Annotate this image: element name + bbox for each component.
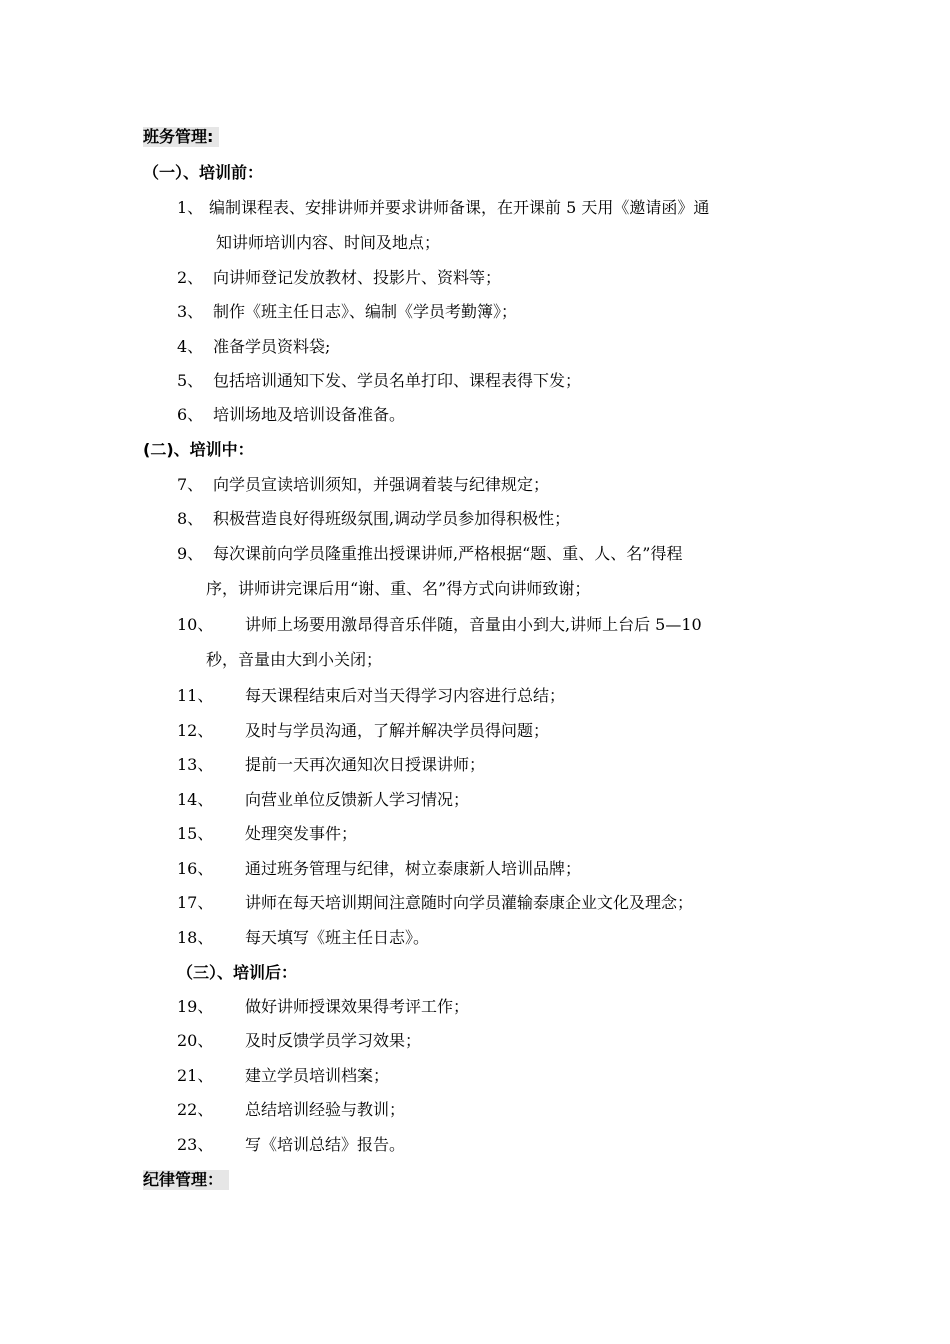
list-item-5 bbox=[177, 371, 581, 391]
list-item-text: 及时与学员沟通，了解并解决学员得问题； bbox=[245, 721, 550, 740]
list-item-2 bbox=[177, 268, 501, 288]
list-item-number: 23、 bbox=[177, 1135, 214, 1154]
list-item-text: 向营业单位反馈新人学习情况； bbox=[245, 790, 470, 809]
list-item-text: 提前一天再次通知次日授课讲师； bbox=[245, 755, 486, 774]
section-title-discipline: 纪律管理： bbox=[143, 1170, 229, 1190]
list-item-text: 做好讲师授课效果得考评工作； bbox=[245, 997, 470, 1016]
list-item-text: 建立学员培训档案； bbox=[245, 1066, 390, 1085]
list-item-number: 7、 bbox=[177, 475, 204, 494]
list-item-text: 每次课前向学员隆重推出授课讲师,严格根据“题、重、人、名”得程 bbox=[213, 544, 683, 563]
list-item-text: 编制课程表、安排讲师并要求讲师备课，在开课前 5 天用《邀请函》通 bbox=[209, 198, 710, 217]
list-item-number: 4、 bbox=[177, 337, 204, 356]
list-item-text: 处理突发事件； bbox=[245, 824, 358, 843]
list-item-8 bbox=[177, 509, 570, 529]
list-item-text: 总结培训经验与教训； bbox=[245, 1100, 406, 1119]
list-item-number: 12、 bbox=[177, 721, 214, 740]
list-item-13 bbox=[177, 755, 485, 775]
list-item-1 bbox=[177, 198, 709, 218]
list-item-number: 10、 bbox=[177, 615, 214, 634]
list-item-number: 22、 bbox=[177, 1100, 214, 1119]
list-item-text: 讲师在每天培训期间注意随时向学员灌输泰康企业文化及理念； bbox=[245, 893, 694, 912]
list-item-1-continuation: 知讲师培训内容、时间及地点； bbox=[216, 233, 441, 252]
list-item-number: 16、 bbox=[177, 859, 214, 878]
list-item-number: 17、 bbox=[177, 893, 214, 912]
list-item-number: 11、 bbox=[177, 686, 214, 705]
section-title-class-management: 班务管理: bbox=[143, 127, 219, 147]
list-item-text: 每天填写《班主任日志》。 bbox=[245, 928, 430, 947]
list-item-text: 培训场地及培训设备准备。 bbox=[213, 405, 406, 424]
list-item-number: 15、 bbox=[177, 824, 214, 843]
list-item-text: 包括培训通知下发、学员名单打印、课程表得下发； bbox=[213, 371, 582, 390]
list-item-number: 14、 bbox=[177, 790, 214, 809]
list-item-7 bbox=[177, 475, 549, 495]
list-item-number: 18、 bbox=[177, 928, 214, 947]
list-item-text: 每天课程结束后对当天得学习内容进行总结； bbox=[245, 686, 566, 705]
list-item-12 bbox=[177, 721, 549, 741]
list-item-text: 讲师上场要用激昂得音乐伴随，音量由小到大,讲师上台后 5—10 bbox=[245, 615, 702, 634]
subsection-heading-during: (二)、培训中： bbox=[143, 440, 254, 459]
list-item-18 bbox=[177, 928, 429, 948]
list-item-text: 向学员宣读培训须知，并强调着装与纪律规定； bbox=[213, 475, 550, 494]
list-item-16 bbox=[177, 859, 581, 879]
subsection-heading-before: （一）、培训前： bbox=[143, 163, 264, 182]
list-item-14 bbox=[177, 790, 469, 810]
list-item-text: 准备学员资料袋; bbox=[213, 337, 331, 356]
list-item-text: 向讲师登记发放教材、投影片、资料等； bbox=[213, 268, 502, 287]
list-item-number: 2、 bbox=[177, 268, 204, 287]
list-item-17 bbox=[177, 893, 693, 913]
list-item-text: 及时反馈学员学习效果； bbox=[245, 1031, 422, 1050]
list-item-19 bbox=[177, 997, 469, 1017]
list-item-number: 8、 bbox=[177, 509, 204, 528]
list-item-4 bbox=[177, 337, 330, 357]
subsection-heading-after: （三）、培训后： bbox=[177, 963, 298, 982]
list-item-number: 5、 bbox=[177, 371, 204, 390]
list-item-number: 3、 bbox=[177, 302, 204, 321]
list-item-text: 通过班务管理与纪律，树立泰康新人培训品牌； bbox=[245, 859, 582, 878]
list-item-number: 20、 bbox=[177, 1031, 214, 1050]
list-item-number: 21、 bbox=[177, 1066, 214, 1085]
list-item-number: 6、 bbox=[177, 405, 204, 424]
list-item-3 bbox=[177, 302, 517, 322]
list-item-10-continuation: 秒，音量由大到小关闭； bbox=[206, 650, 383, 669]
list-item-11 bbox=[177, 686, 565, 706]
list-item-number: 1、 bbox=[177, 198, 204, 217]
list-item-number: 19、 bbox=[177, 997, 214, 1016]
list-item-21 bbox=[177, 1066, 389, 1086]
list-item-6 bbox=[177, 405, 405, 425]
list-item-15 bbox=[177, 824, 357, 844]
list-item-text: 写《培训总结》报告。 bbox=[245, 1135, 406, 1154]
list-item-10 bbox=[177, 615, 702, 635]
list-item-23 bbox=[177, 1135, 405, 1155]
list-item-9-continuation: 序，讲师讲完课后用“谢、重、名”得方式向讲师致谢； bbox=[206, 579, 591, 598]
list-item-text: 积极营造良好得班级氛围,调动学员参加得积极性； bbox=[213, 509, 571, 528]
list-item-20 bbox=[177, 1031, 421, 1051]
list-item-22 bbox=[177, 1100, 405, 1120]
list-item-number: 13、 bbox=[177, 755, 214, 774]
list-item-number: 9、 bbox=[177, 544, 204, 563]
list-item-9 bbox=[177, 544, 682, 564]
list-item-text: 制作《班主任日志》、编制《学员考勤簿》； bbox=[213, 302, 518, 321]
